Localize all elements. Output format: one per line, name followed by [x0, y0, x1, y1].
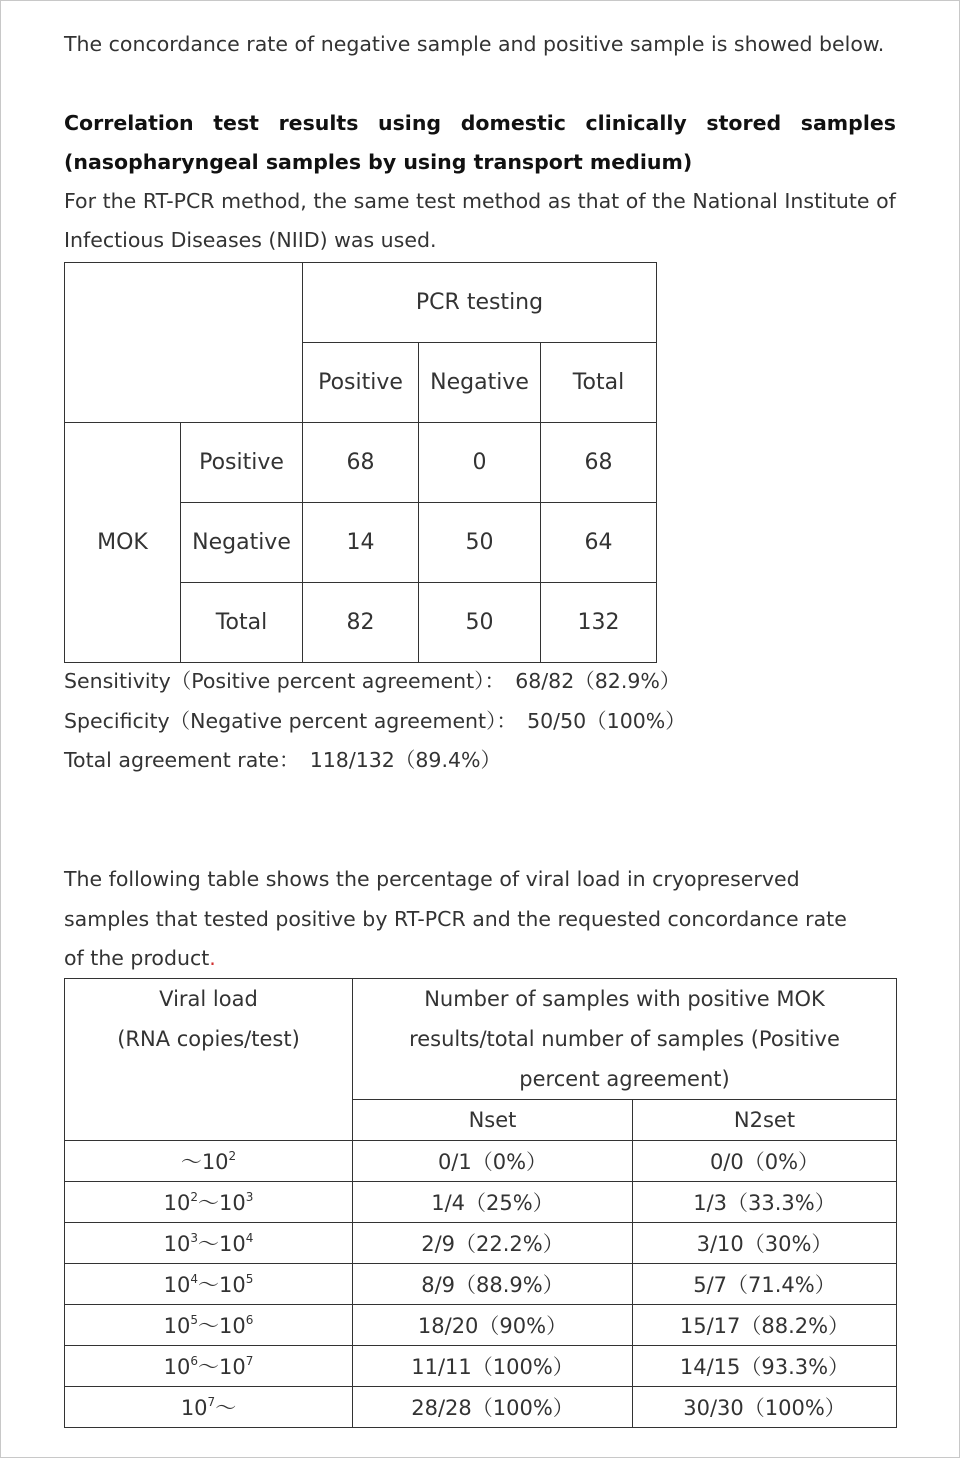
concordance-table	[64, 262, 657, 663]
heading-word: domestic	[460, 111, 566, 135]
range-base: 10	[219, 1191, 246, 1215]
specificity-text: Specificity（Negative percent agreement）： 50/50（100%）	[64, 709, 686, 733]
table-cell: 0	[419, 423, 541, 503]
range-exponent: 6	[190, 1354, 198, 1368]
method-word: the	[313, 189, 348, 213]
range-tilde: ～	[198, 1314, 219, 1338]
method-word: Institute	[784, 189, 870, 213]
method-line-2: Infectious Diseases (NIID) was used.	[64, 228, 437, 252]
para2-line-1: The following table shows the percentage of viral load in cryopreserved	[64, 867, 800, 891]
table-cell: 50	[419, 503, 541, 583]
empty-corner-cell	[65, 263, 303, 423]
method-word: the	[652, 189, 686, 213]
viral-load-range	[65, 1387, 353, 1428]
table-cell: 68	[303, 423, 419, 503]
range-exponent: 7	[245, 1354, 254, 1368]
method-word: RT-PCR	[142, 189, 215, 213]
heading-word: stored	[706, 111, 782, 135]
method-word: method,	[221, 189, 307, 213]
col-header-negative: Negative	[419, 343, 541, 423]
viral-load-header-line-2: (RNA copies/test)	[117, 1027, 300, 1051]
col-header-nset: Nset	[353, 1100, 633, 1141]
method-word: National	[692, 189, 778, 213]
viral-load-range	[65, 1141, 353, 1182]
n2set-cell: 14/15（93.3%）	[633, 1346, 897, 1387]
nset-cell: 8/9（88.9%）	[353, 1264, 633, 1305]
range-base: 10	[219, 1355, 246, 1379]
sensitivity-text: Sensitivity（Positive percent agreement）： 68/82（82.9%）	[64, 669, 681, 693]
nset-cell: 28/28（100%）	[353, 1387, 633, 1428]
samples-header-line-3: percent agreement)	[519, 1067, 730, 1091]
table-cell: 64	[541, 503, 657, 583]
table-cell: 50	[419, 583, 541, 663]
col-header-positive: Positive	[303, 343, 419, 423]
viral-load-header	[65, 979, 353, 1141]
col-header-n2set: N2set	[633, 1100, 897, 1141]
heading-word: Correlation	[64, 111, 194, 135]
method-word: that	[577, 189, 620, 213]
n2set-cell: 5/7（71.4%）	[633, 1264, 897, 1305]
nset-cell: 1/4（25%）	[353, 1182, 633, 1223]
range-base: 10	[163, 1232, 191, 1256]
range-base: 10	[163, 1191, 191, 1215]
range-base: 10	[219, 1232, 246, 1256]
range-base: 10	[201, 1150, 229, 1174]
n2set-cell: 30/30（100%）	[633, 1387, 897, 1428]
nset-cell: 11/11（100%）	[353, 1346, 633, 1387]
row-label-total: Total	[181, 583, 303, 663]
method-word: method	[462, 189, 542, 213]
nset-cell: 18/20（90%）	[353, 1305, 633, 1346]
range-exponent: 4	[190, 1272, 198, 1286]
col-header-total: Total	[541, 343, 657, 423]
table-cell: 68	[541, 423, 657, 503]
method-word: of	[625, 189, 646, 213]
table-cell: 82	[303, 583, 419, 663]
range-exponent: 5	[245, 1272, 254, 1286]
table-cell: 132	[541, 583, 657, 663]
method-word: For	[64, 189, 97, 213]
row-label-positive: Positive	[181, 423, 303, 503]
range-exponent: 6	[245, 1313, 254, 1327]
viral-load-header-line-1: Viral load	[159, 987, 258, 1011]
n2set-cell: 3/10（30%）	[633, 1223, 897, 1264]
viral-load-range	[65, 1264, 353, 1305]
heading-word: using	[378, 111, 442, 135]
para2-line-3-text: of the product	[64, 946, 210, 970]
intro-text: The concordance rate of negative sample and positive sample is showed below.	[64, 32, 885, 56]
viral-load-table	[64, 978, 897, 1428]
range-exponent: 7	[207, 1395, 216, 1409]
para2-line-2: samples that tested positive by RT-PCR and the requested concordance rate	[64, 907, 847, 931]
para2-period: .	[209, 946, 216, 970]
table-cell: 14	[303, 503, 419, 583]
range-tilde: ～	[180, 1150, 202, 1174]
method-line-1	[64, 187, 896, 215]
range-exponent: 4	[245, 1231, 254, 1245]
samples-header-line-2: results/total number of samples (Positive	[409, 1027, 840, 1051]
nset-cell: 0/1（0%）	[353, 1141, 633, 1182]
range-base: 10	[219, 1314, 246, 1338]
viral-load-range	[65, 1182, 353, 1223]
range-tilde: ～	[198, 1355, 219, 1379]
pcr-testing-header: PCR testing	[303, 263, 657, 343]
viral-load-range	[65, 1346, 353, 1387]
range-exponent: 2	[190, 1190, 198, 1204]
heading-line-2: (nasopharyngeal samples by using transport medium)	[64, 150, 693, 174]
range-tilde: ～	[198, 1273, 219, 1297]
heading-word: clinically	[585, 111, 687, 135]
heading-word: results	[278, 111, 359, 135]
n2set-cell: 1/3（33.3%）	[633, 1182, 897, 1223]
range-exponent: 2	[228, 1149, 237, 1163]
range-base: 10	[180, 1396, 208, 1420]
total-agreement-text: Total agreement rate： 118/132（89.4%）	[64, 748, 501, 772]
method-word: the	[102, 189, 137, 213]
viral-load-range	[65, 1305, 353, 1346]
viral-load-range	[65, 1223, 353, 1264]
method-word: as	[547, 189, 571, 213]
row-label-negative: Negative	[181, 503, 303, 583]
positive-agreement-header	[353, 979, 897, 1100]
n2set-cell: 0/0（0%）	[633, 1141, 897, 1182]
range-base: 10	[219, 1273, 246, 1297]
heading-word: test	[213, 111, 259, 135]
method-word: test	[416, 189, 456, 213]
range-tilde: ～	[198, 1232, 219, 1256]
range-exponent: 3	[245, 1190, 254, 1204]
range-tilde: ～	[198, 1191, 219, 1215]
samples-header-line-1: Number of samples with positive MOK	[424, 987, 825, 1011]
range-exponent: 3	[190, 1231, 198, 1245]
heading-line-1	[64, 109, 896, 137]
para2-line-3	[64, 944, 216, 972]
method-word: of	[876, 189, 896, 213]
range-base: 10	[163, 1273, 191, 1297]
mok-row-group-label: MOK	[65, 423, 181, 663]
range-base: 10	[163, 1355, 191, 1379]
range-tilde: ～	[215, 1396, 237, 1420]
range-exponent: 5	[190, 1313, 198, 1327]
heading-word: samples	[800, 111, 896, 135]
method-word: same	[353, 189, 410, 213]
nset-cell: 2/9（22.2%）	[353, 1223, 633, 1264]
range-base: 10	[163, 1314, 191, 1338]
n2set-cell: 15/17（88.2%）	[633, 1305, 897, 1346]
